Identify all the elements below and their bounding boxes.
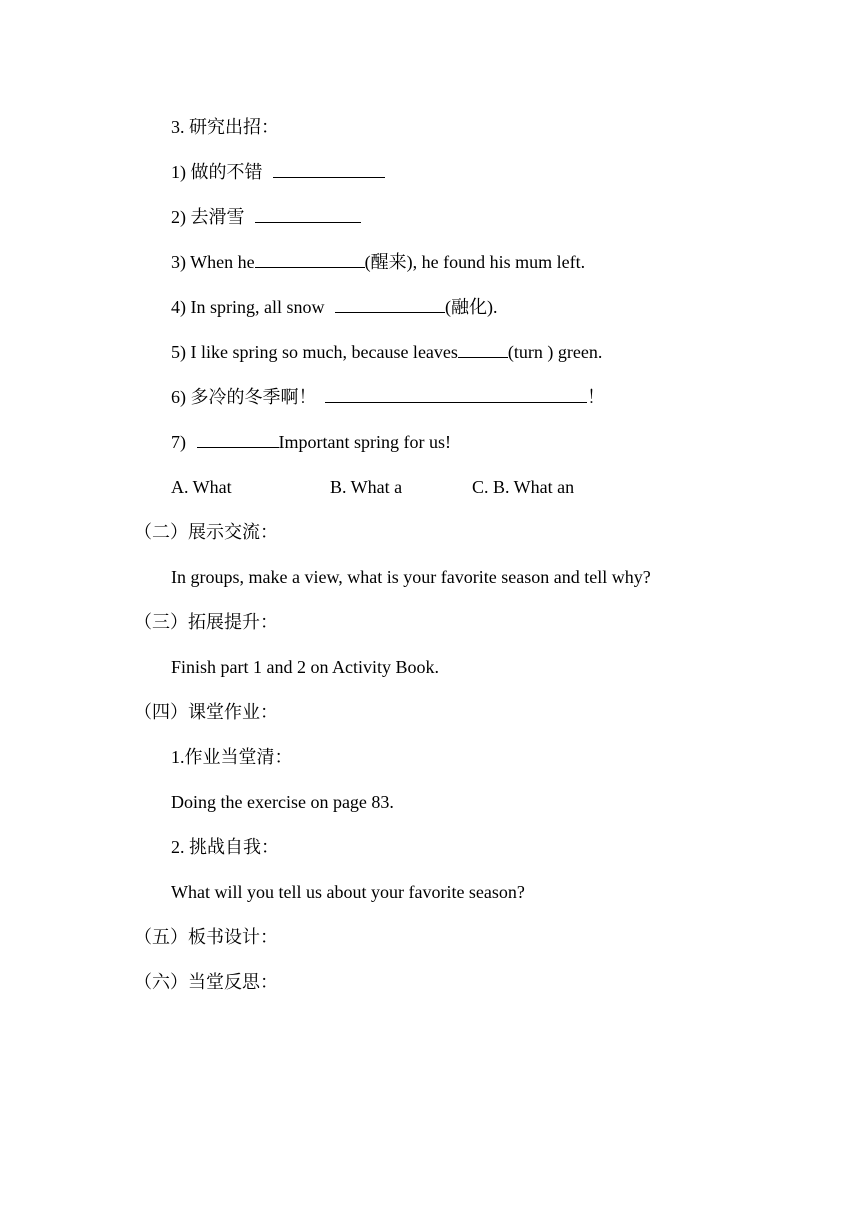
exercise-text: ！ <box>587 387 605 407</box>
subsection-heading: 2. 挑战自我： <box>171 837 279 857</box>
exercise-text: 6) 多冷的冬季啊！ <box>171 387 317 407</box>
option-a: A. What <box>171 477 232 497</box>
section-heading: （五）板书设计： <box>134 927 278 947</box>
exercise-text: 3) When he <box>171 252 255 272</box>
subsection-heading: 1.作业当堂清： <box>171 747 293 767</box>
exercise-text: 2) 去滑雪 <box>171 207 245 227</box>
section-heading: （四）课堂作业： <box>134 702 278 722</box>
choice-options <box>171 475 574 499</box>
exercise-text: (融化). <box>444 297 498 317</box>
exercise-item-7 <box>171 430 451 454</box>
exercise-item-4 <box>171 295 497 319</box>
answer-blank <box>197 430 279 448</box>
exercise-item-1 <box>171 160 385 184</box>
section-body: In groups, make a view, what is your favorite season and tell why? <box>171 567 651 587</box>
option-b: B. What a <box>330 477 403 497</box>
section-body: What will you tell us about your favorite season? <box>171 882 525 902</box>
section-heading: （三）拓展提升： <box>134 612 278 632</box>
section-heading: （六）当堂反思： <box>134 972 278 992</box>
exercise-item-5 <box>171 340 602 364</box>
exercise-text: Important spring for us! <box>278 432 451 452</box>
answer-blank <box>458 340 508 358</box>
exercise-text: 4) In spring, all snow <box>171 297 325 317</box>
option-c: C. B. What an <box>472 477 575 497</box>
answer-blank <box>325 385 587 403</box>
subsection-heading <box>171 115 279 139</box>
exercise-item-2 <box>171 205 361 229</box>
answer-blank <box>255 205 361 223</box>
answer-blank <box>273 160 385 178</box>
section-heading: （二）展示交流： <box>134 522 278 542</box>
exercise-item-3 <box>171 250 585 274</box>
exercise-item-6 <box>171 385 605 409</box>
answer-blank <box>255 250 365 268</box>
exercise-text: 7) <box>171 432 186 452</box>
exercise-text: 1) 做的不错 <box>171 162 263 182</box>
exercise-text: 5) I like spring so much, because leaves <box>171 342 458 362</box>
section-body: Finish part 1 and 2 on Activity Book. <box>171 657 439 677</box>
answer-blank <box>335 295 445 313</box>
exercise-text: (醒来), he found his mum left. <box>364 252 586 272</box>
section-body: Doing the exercise on page 83. <box>171 792 394 812</box>
subsection-heading-text: 3. 研究出招： <box>171 117 279 137</box>
exercise-text: (turn ) green. <box>507 342 603 362</box>
